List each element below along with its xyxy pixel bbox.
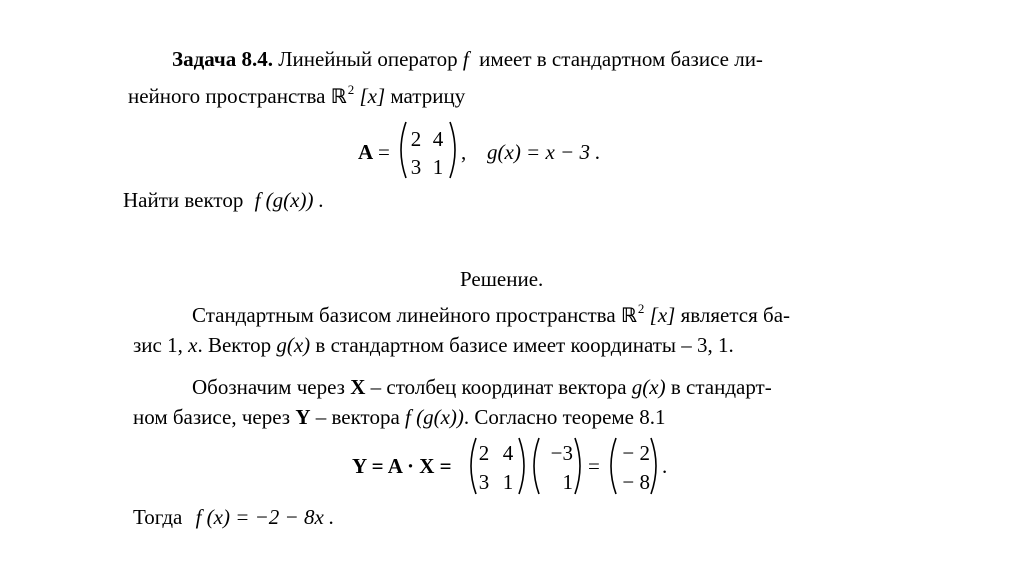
task-intro: Линейный оператор [278,47,458,71]
space-variable: [x] [359,84,386,108]
right-paren [447,120,461,180]
coords-values: – 3, 1. [681,333,734,357]
answer-line [133,504,334,530]
solution-p1-line-2 [133,332,734,358]
vector-y-label: Y [295,405,311,429]
vector-g: g(x) [631,375,666,399]
matrix-a-cell: 1 [432,155,444,179]
task-line-2-end: матрицу [390,84,466,108]
solution-p1-line-1 [192,302,790,331]
find-expression: f (g(x)) . [254,188,324,212]
matrix-separator: , [461,140,467,164]
matrix-a-cell: 4 [432,127,444,151]
vector-text: . Вектор [197,333,272,357]
vector-f-g: f (g(x)) [405,405,464,429]
x-column-cell: 1 [562,470,573,494]
solution-p1-text: Стандартным базисом линейного пространства [192,303,616,327]
left-paren [395,120,409,180]
basis-x: x [188,333,198,357]
p2-text-a: Обозначим через [192,375,345,399]
eq-matrix-a-cell: 4 [502,441,514,465]
y-column-cell: − 8 [622,470,650,494]
coords-text: в стандартном базисе имеет координаты [315,333,677,357]
task-text: имеет в стандартном базисе ли- [479,47,763,71]
space-variable: [x] [649,303,676,327]
vector-g: g(x) [276,333,311,357]
real-numbers-symbol: ℝ [330,84,347,108]
answer-expression: f (x) = −2 − 8x . [195,505,335,529]
matrix-a-equals: = [378,140,390,164]
p2-line2-text-a: ном базисе, через [133,405,291,429]
eq-matrix-a-cell: 1 [502,470,514,494]
eq-matrix-a-cell: 2 [478,441,490,465]
x-column-cell: −3 [550,441,573,465]
right-paren [648,436,662,496]
yax-lhs: Y = A · X = [352,454,452,478]
task-line-1 [172,46,763,72]
space-power: 2 [637,301,645,316]
real-numbers-symbol: ℝ [620,303,637,327]
matrix-a-label: A [358,140,374,164]
answer-text: Тогда [133,505,183,529]
matrix-a-cell: 2 [410,127,422,151]
operator-symbol: f [462,47,469,71]
space-power: 2 [347,82,355,97]
vector-x-label: X [350,375,366,399]
task-heading: Задача 8.4. [172,47,273,71]
p2-line2-text-b: – вектора [315,405,400,429]
task-line-2 [128,83,465,112]
find-line [123,187,324,213]
matrix-a-cell: 3 [410,155,422,179]
task-line-2-text: нейного пространства [128,84,326,108]
p2-text-b: – столбец координат вектора [370,375,627,399]
find-text: Найти вектор [123,188,244,212]
right-paren [572,436,586,496]
solution-title: Решение. [460,267,544,291]
g-definition: g(x) = x − 3 . [487,140,601,164]
eq-end: . [662,454,668,478]
solution-p2-line-2 [133,404,666,430]
y-column-cell: − 2 [622,441,650,465]
p2-text-c: в стандарт- [670,375,772,399]
eq-equals: = [588,454,600,478]
p2-line2-text-c: . Согласно теореме 8.1 [463,405,666,429]
solution-p2-line-1 [192,374,772,400]
basis-text: зис 1, [133,333,183,357]
solution-p1-end: является ба- [680,303,791,327]
eq-matrix-a-cell: 3 [478,470,490,494]
